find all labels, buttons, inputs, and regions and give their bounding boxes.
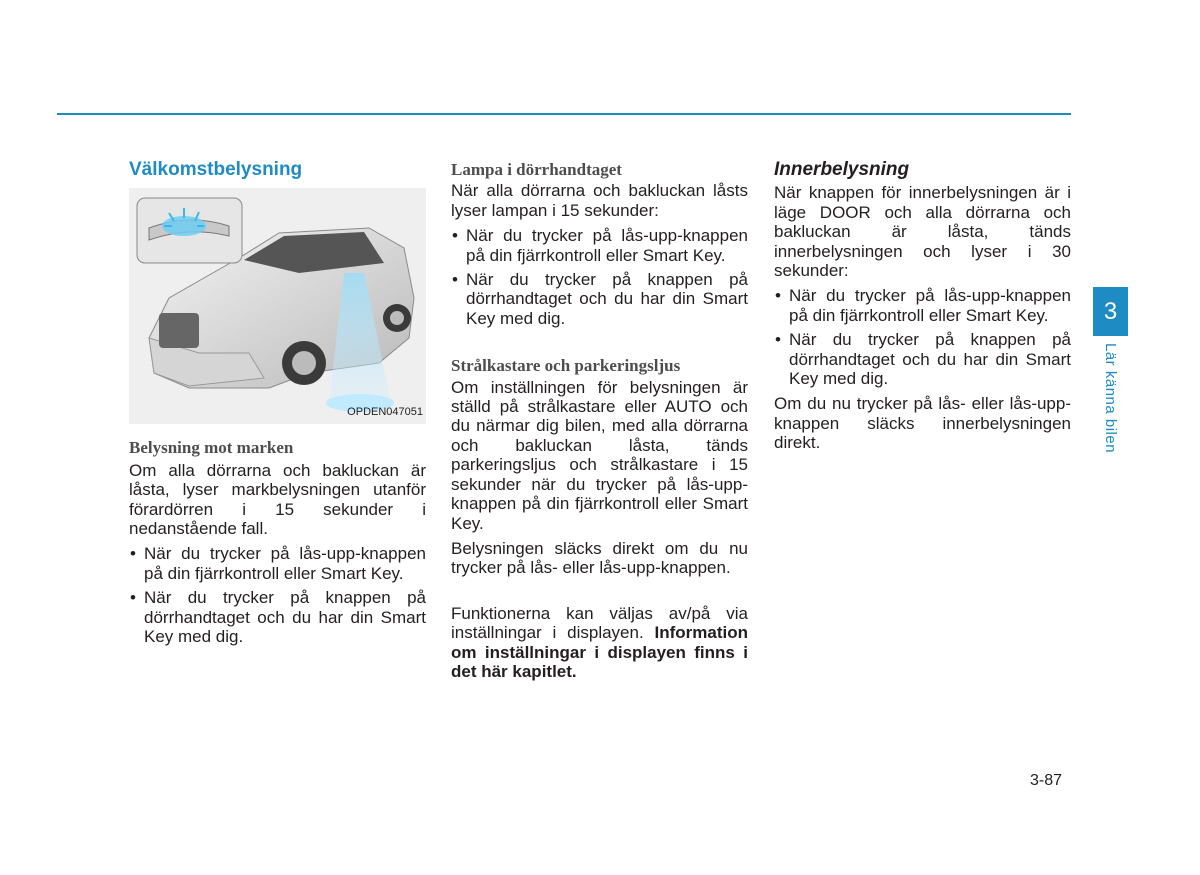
bullet-list: [774, 286, 1071, 388]
header-rule: [57, 113, 1071, 115]
chapter-tab: 3: [1093, 287, 1128, 336]
list-item: • När du trycker på knappen på dörrhandtaget och du har din Smart Key med dig.: [129, 588, 426, 646]
column-3: [774, 160, 1071, 453]
bullet-list: [451, 226, 748, 328]
paragraph: Om inställningen för belysningen är ställd på strålkastare eller AUTO och du närmar dig bilen, med alla dörrarna och bakluckan låsta, tänds parkeringsljus och strålkastare i 15 sekunder när du trycker på lås-upp-knappen på din fjärrkontroll eller Smart Key.: [451, 377, 748, 533]
paragraph-text: Funktionerna kan väljas av/på via inställningar i displayen.: [451, 603, 748, 643]
column-1: [129, 160, 426, 646]
bullet-list: [129, 544, 426, 646]
list-item: • När du trycker på knappen på dörrhandtaget och du har din Smart Key med dig.: [774, 330, 1071, 388]
section-heading: Innerbelysning: [774, 159, 910, 180]
paragraph: När alla dörrarna och bakluckan låsts lyser lampan i 15 sekunder:: [451, 181, 748, 220]
column-2: [451, 160, 748, 681]
section-title: Välkomstbelysning: [129, 159, 303, 180]
subsection-heading: Strålkastare och parkeringsljus: [451, 356, 681, 376]
paragraph: Om du nu trycker på lås- eller lås-upp-knappen släcks innerbelysningen direkt.: [774, 394, 1071, 453]
list-item: • När du trycker på lås-upp-knappen på din fjärrkontroll eller Smart Key.: [774, 286, 1071, 325]
paragraph: När knappen för innerbelysningen är i läge DOOR och alla dörrarna och bakluckan är låsta, tänds innerbelysningen och lyser i 30 sekunder:: [774, 183, 1071, 281]
paragraph: Belysningen släcks direkt om du nu trycker på lås- eller lås-upp-knappen.: [451, 538, 748, 578]
list-item: • När du trycker på knappen på dörrhandtaget och du har din Smart Key med dig.: [451, 270, 748, 328]
car-illustration: [129, 188, 426, 424]
subsection-heading: Belysning mot marken: [129, 438, 294, 458]
page-number: 3-87: [1030, 772, 1063, 789]
subsection-heading: Lampa i dörrhandtaget: [451, 160, 622, 179]
car-image: [129, 188, 426, 424]
paragraph-bold-text: Information om inställningar i displayen finns i det här kapitlet.: [451, 623, 748, 681]
list-item: • När du trycker på lås-upp-knappen på din fjärrkontroll eller Smart Key.: [451, 226, 748, 265]
paragraph: [451, 604, 748, 682]
paragraph: Om alla dörrarna och bakluckan är låsta, lyser markbelysningen utanför förardörren i 15 sekunder i nedanstående fall.: [129, 460, 426, 539]
chapter-title: Lär känna bilen: [1102, 343, 1119, 454]
list-item: • När du trycker på lås-upp-knappen på din fjärrkontroll eller Smart Key.: [129, 544, 426, 583]
figure-caption: OPDEN047051: [347, 406, 423, 418]
